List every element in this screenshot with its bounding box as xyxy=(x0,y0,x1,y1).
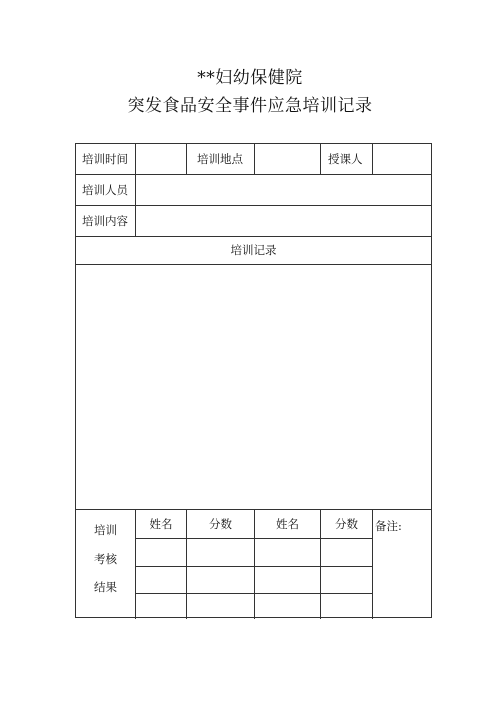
training-content-field[interactable] xyxy=(136,206,431,236)
assessment-score-cell[interactable] xyxy=(187,594,254,617)
column-divider xyxy=(320,144,321,174)
column-divider xyxy=(186,144,187,174)
document-title-line-1: **妇幼保健院 xyxy=(197,68,303,88)
assessment-name-cell[interactable] xyxy=(136,567,186,593)
score-column-header: 分数 xyxy=(209,517,232,531)
name-column-header: 姓名 xyxy=(276,517,299,531)
training-location-field[interactable] xyxy=(255,144,320,174)
assessment-name-cell[interactable] xyxy=(255,539,320,566)
assessment-name-cell[interactable] xyxy=(255,594,320,617)
assessment-score-cell[interactable] xyxy=(321,594,372,617)
training-record-area[interactable] xyxy=(76,265,431,509)
trainees-label: 培训人员 xyxy=(82,183,128,197)
assessment-label-line-2: 考核 xyxy=(94,552,117,566)
assessment-name-cell[interactable] xyxy=(136,539,186,566)
training-record-header: 培训记录 xyxy=(230,243,277,257)
remarks-label: 备注: xyxy=(375,519,402,533)
instructor-field[interactable] xyxy=(373,144,431,174)
training-location-label: 培训地点 xyxy=(197,152,243,166)
training-content-label: 培训内容 xyxy=(82,214,128,228)
trainees-field[interactable] xyxy=(136,175,431,205)
column-divider xyxy=(372,509,373,619)
training-record-form xyxy=(75,143,432,618)
assessment-score-cell[interactable] xyxy=(321,539,372,566)
instructor-label: 授课人 xyxy=(328,152,363,166)
row-divider xyxy=(76,236,431,237)
assessment-score-cell[interactable] xyxy=(187,567,254,593)
name-column-header: 姓名 xyxy=(149,517,173,531)
assessment-name-cell[interactable] xyxy=(255,567,320,593)
assessment-name-cell[interactable] xyxy=(136,594,186,617)
training-time-label: 培训时间 xyxy=(82,152,128,166)
assessment-label-line-3: 结果 xyxy=(94,580,117,594)
document-title-line-2: 突发食品安全事件应急培训记录 xyxy=(127,96,373,116)
score-column-header: 分数 xyxy=(335,517,358,531)
assessment-label-line-1: 培训 xyxy=(94,523,117,537)
assessment-score-cell[interactable] xyxy=(187,539,254,566)
training-time-field[interactable] xyxy=(136,144,186,174)
assessment-score-cell[interactable] xyxy=(321,567,372,593)
